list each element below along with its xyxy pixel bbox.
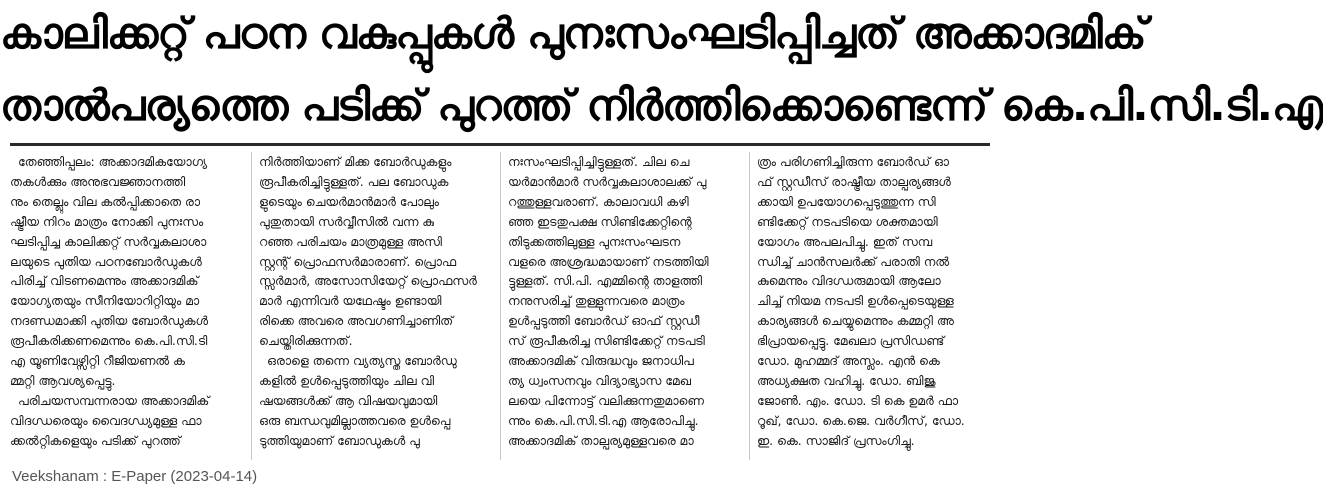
article-line: റത്തുള്ളവരാണ്. കാലാവധി കഴി	[508, 193, 689, 209]
headline-line-1: കാലിക്കറ്റ് പഠന വകുപ്പുകൾ പുനഃസംഘടിപ്പിച്ചത് അക്കാദമിക്	[0, 9, 1146, 59]
article-line: സ്സർമാർ, അസോസിയേറ്റ് പ്രൊഫസർ	[259, 273, 477, 289]
article-line: സ്റ്റന്റ് പ്രൊഫസർമാരാണ്. പ്രൊഫ	[259, 253, 457, 269]
article-line: അധ്യക്ഷത വഹിച്ചു. ഡോ. ബിജു	[757, 372, 936, 388]
column-divider	[749, 152, 750, 460]
article-line: ഫ് സ്റ്റഡീസ് രാഷ്ട്രീയ താല്പര്യങ്ങൾ	[757, 173, 951, 189]
article-line: ഒരു ബന്ധവുമില്ലാത്തവരെ ഉൾപ്പെ	[259, 412, 451, 428]
article-line: ഒരാളെ തന്നെ വ്യത്യസ്ത ബോർഡു	[267, 353, 457, 369]
article-line: ഞ്ഞ ഇടതുപക്ഷ സിണ്ടിക്കേറ്റിന്റെ	[508, 213, 692, 229]
article-line: തകൾക്കും അനുഭവജ്ഞാനത്തി	[10, 173, 186, 189]
article-line: കളിൽ ഉൾപ്പെടുത്തിയും ചില വി	[259, 372, 435, 388]
article-line: ക്കായി ഉപയോഗപ്പെടുത്തുന്ന സി	[757, 193, 936, 209]
article-line: കുമെന്നും വിദഗ്ധരുമായി ആലോ	[757, 273, 941, 289]
article-line: ഷ്ട്രീയ നിറം മാത്രം നോക്കി പുനഃസം	[10, 213, 204, 229]
article-line: ഡോ. മുഹമ്മദ് അസ്ലം. എൻ കെ	[757, 353, 940, 369]
article-line: മ്മറ്റി ആവശ്യപ്പെട്ടു.	[10, 372, 116, 388]
article-line: വളരെ അശ്രദ്ധമായാണ് നടത്തിയി	[508, 253, 709, 269]
article-line: രൂപീകരിച്ചിട്ടുള്ളത്. പല ബോഡുക	[259, 173, 449, 189]
article-line: യർമാൻമാർ സർവ്വകലാശാലക്ക് പു	[508, 173, 707, 189]
article-line: റഞ്ഞ പരിചയം മാത്രമുള്ള അസി	[259, 233, 442, 249]
article-line: നദണ്ഡമാക്കി പുതിയ ബോർഡുകൾ	[10, 313, 208, 329]
article-line: ചെയ്തിരിക്കുന്നത്.	[259, 333, 353, 349]
article-line: ഉൾപ്പടുത്തി ബോർഡ് ഓഫ് സ്റ്റഡീ	[508, 313, 700, 329]
article-line: ക്കൽറ്റികളെയും പടിക്ക് പുറത്ത്	[10, 432, 181, 448]
article-line: കാര്യങ്ങൾ ചെയ്യുമെന്നും കമ്മറ്റി അ	[757, 313, 954, 329]
article-column-2	[259, 152, 491, 462]
article-column-1	[10, 152, 242, 462]
article-line: യോഗം അപലപിച്ചു. ഇത് സമ്പ	[757, 233, 933, 249]
article-line: തേഞ്ഞിപ്പലം: അക്കാദമികയോഗ്യ	[18, 154, 208, 169]
article-line: എ യൂണിവേഴ്സിറ്റി റീജിയണൽ ക	[10, 353, 185, 369]
epaper-caption: Veekshanam : E-Paper (2023-04-14)	[12, 468, 258, 485]
column-divider	[500, 152, 501, 460]
article-column-3	[508, 152, 740, 462]
article-line: ജോൺ. എം. ഡോ. ടി കെ ഉമർ ഫാ	[757, 392, 959, 408]
article-line: ന്നും കെ.പി.സി.ടി.എ ആരോപിച്ചു.	[508, 412, 699, 428]
article-line: ളുടെയും ചെയർമാൻമാർ പോലും	[259, 193, 439, 209]
article-line: വിദഗ്ധരെയും വൈദഗ്ധ്യമുള്ള ഫാ	[10, 412, 202, 428]
article-line: ഘടിപ്പിച്ച കാലിക്കറ്റ് സർവ്വകലാശാ	[10, 233, 207, 249]
article-line: ഭിപ്രായപ്പെട്ടു. മേഖലാ പ്രസിഡണ്ട്	[757, 333, 945, 349]
column-divider	[251, 152, 252, 460]
article-line: പരിചയസമ്പന്നരായ അക്കാദമിക്	[18, 392, 210, 408]
article-line: അക്കാദമിക് വിരുദ്ധവും ജനാധിപ	[508, 353, 694, 369]
article-line: ത്യ ധ്വംസനവും വിദ്യാഭ്യാസ മേഖ	[508, 372, 691, 388]
article-line: മാർ എന്നിവർ യഥേഷ്ടം ഉണ്ടായി	[259, 293, 442, 309]
article-line: അക്കാദമിക് താല്പര്യമുള്ളവരെ മാ	[508, 432, 694, 448]
article-line: റൂഖ്, ഡോ. കെ.ജെ. വർഗീസ്, ഡോ.	[757, 412, 965, 428]
article-line: പുതുതായി സർവ്വീസിൽ വന്ന കു	[259, 213, 434, 229]
article-line: ത്രം പരിഗണിച്ചിരുന്ന ബോർഡ് ഓ	[757, 154, 949, 169]
article-line: തിടുക്കത്തിലുള്ള പുനഃസംഘടന	[508, 233, 681, 249]
article-column-4	[757, 152, 989, 462]
article-line: ഷയങ്ങൾക്ക് ആ വിഷയവുമായി	[259, 392, 438, 408]
article-line: നും തെല്ലും വില കൽപ്പിക്കാതെ രാ	[10, 193, 201, 209]
article-line: നിർത്തിയാണ് മിക്ക ബോർഡുകളും	[259, 154, 452, 169]
article-line: ഇ. കെ. സാജിദ് പ്രസംഗിച്ചു.	[757, 432, 915, 448]
article-line: ടുത്തിയുമാണ് ബോഡുകൾ പു	[259, 432, 420, 448]
headline-line-2: താൽപര്യത്തെ പടിക്ക് പുറത്ത് നിർത്തിക്കൊണ്ടെന്ന് കെ.പി.സി.ടി.എ	[0, 81, 1323, 131]
article-line: ലയെ പിന്നോട്ട് വലിക്കുന്നതുമാണെ	[508, 392, 704, 408]
article-line: ണ്ടിക്കേറ്റ് നടപടിയെ ശക്തമായി	[757, 213, 938, 229]
article-line: ചിച്ച് നിയമ നടപടി ഉൾപ്പെടെയുള്ള	[757, 293, 954, 309]
article-line: നഃസംഘടിപ്പിച്ചിട്ടുള്ളത്. ചില ചെ	[508, 154, 690, 169]
article-line: ലയുടെ പുതിയ പഠനബോർഡുകൾ	[10, 253, 202, 269]
headline-divider	[10, 143, 990, 146]
article-line: സ് രൂപീകരിച്ച സിണ്ടിക്കേറ്റ് നടപടി	[508, 333, 705, 349]
article-line: ട്ടുള്ളത്. സി.പി. എമ്മിന്റെ താളത്തി	[508, 273, 703, 289]
article-line: നനുസരിച്ച് തുള്ളുന്നവരെ മാത്രം	[508, 293, 685, 309]
article-line: രിക്കെ അവരെ അവഗണിച്ചാണിത്	[259, 313, 454, 329]
article-line: യോഗ്യതയും സീനിയോറിറ്റിയും മാ	[10, 293, 200, 309]
article-line: ന്ധിച്ച് ചാൻസലർക്ക് പരാതി നൽ	[757, 253, 950, 269]
article-line: രൂപീകരിക്കണമെന്നും കെ.പി.സി.ടി	[10, 333, 208, 349]
article-line: പിരിച്ച് വിടണമെന്നും അക്കാദമിക്	[10, 273, 199, 289]
